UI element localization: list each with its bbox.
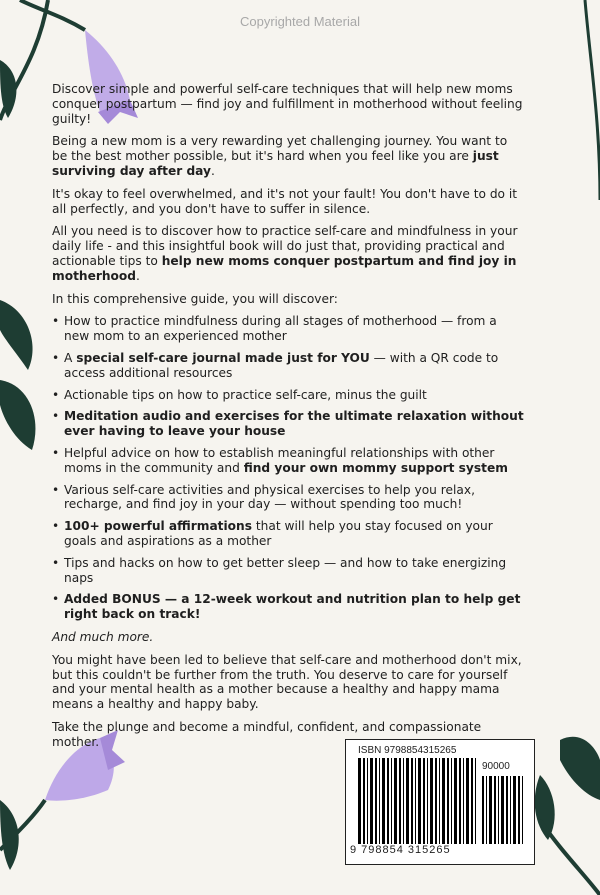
isbn-label: ISBN 9798854315265 <box>358 745 457 756</box>
barcode-bar <box>427 758 428 844</box>
stem-top-right <box>585 0 600 200</box>
barcode-bar <box>463 758 464 844</box>
stem-bottom-right <box>540 820 600 895</box>
barcode-bar <box>494 776 496 844</box>
barcode-bar <box>486 776 487 844</box>
list-item: • Meditation audio and exercises for the ultimate relaxation without ever having to leave your house <box>52 409 524 439</box>
barcode-bar <box>442 758 445 844</box>
list-item: • Added BONUS — a 12-week workout and nutrition plan to help get right back on track! <box>52 592 524 622</box>
price-code: 90000 <box>482 761 510 772</box>
isbn-barcode <box>345 739 535 865</box>
barcode-bar <box>415 758 416 844</box>
barcode-bar <box>501 776 504 844</box>
much-more: And much more. <box>52 629 154 644</box>
barcode-bars <box>358 758 478 844</box>
list-item: • A special self-care journal made just for YOU — with a QR code to access additional resources <box>52 351 524 381</box>
leaf-bottom-left <box>0 800 19 870</box>
barcode-bar <box>391 758 392 844</box>
back-cover-text <box>52 82 524 757</box>
barcode-bar <box>375 758 377 844</box>
benefit-list <box>52 314 524 622</box>
barcode-bar <box>475 758 476 844</box>
watermark: Copyrighted Material <box>240 14 360 29</box>
barcode-bar <box>454 758 457 844</box>
barcode-bar <box>382 758 385 844</box>
barcode-bar <box>518 776 520 844</box>
list-item: • Actionable tips on how to practice self-care, minus the guilt <box>52 388 524 403</box>
barcode-bar <box>489 776 492 844</box>
paragraph-3: All you need is to discover how to practice self-care and mindfulness in your daily life - and this insightful book will do just that, providing practical and actionable tips to help new moms conquer postpartum and find joy in motherhood. <box>52 224 518 283</box>
barcode-bar <box>451 758 452 844</box>
list-item: • 100+ powerful affirmations that will help you stay focused on your goals and aspirations as a mother <box>52 519 524 549</box>
barcode-bar <box>430 758 433 844</box>
barcode-bar <box>358 758 361 844</box>
paragraph-4: You might have been led to believe that self-care and motherhood don't mix, but this couldn't be further from the truth. You deserve to care for yourself and your mental health as a mother because a healthy and happy mama means a healthy and happy baby. <box>52 652 522 712</box>
barcode-bar <box>423 758 425 844</box>
barcode-bar <box>459 758 461 844</box>
barcode-bar <box>403 758 404 844</box>
barcode-bar <box>363 758 365 844</box>
addon-barcode-bars <box>482 776 526 844</box>
list-item: • Various self-care activities and physical exercises to help you relax, recharge, and find joy in your day — without spending too much! <box>52 483 524 513</box>
barcode-bar <box>399 758 401 844</box>
isbn-digits: 9 798854 315265 <box>350 844 451 856</box>
paragraph-1: Being a new mom is a very rewarding yet challenging journey. You want to be the best mother possible, but it's hard when you feel like you are just surviving day after day. <box>52 134 508 178</box>
barcode-bar <box>471 758 473 844</box>
barcode-bar <box>466 758 469 844</box>
barcode-bar <box>482 776 484 844</box>
barcode-bar <box>394 758 397 844</box>
barcode-bar <box>435 758 437 844</box>
barcode-bar <box>411 758 413 844</box>
barcode-bar <box>406 758 409 844</box>
list-item: • How to practice mindfulness during all stages of motherhood — from a new mom to an experienced mother <box>52 314 524 344</box>
guide-intro: In this comprehensive guide, you will discover: <box>52 291 338 306</box>
barcode-bar <box>367 758 368 844</box>
barcode-bar <box>498 776 499 844</box>
barcode-bar <box>418 758 421 844</box>
leaf-bottom-right-2 <box>535 775 555 840</box>
barcode-bar <box>447 758 449 844</box>
barcode-bar <box>522 776 523 844</box>
barcode-bar <box>387 758 389 844</box>
leaf-mid-left-1 <box>0 300 33 370</box>
barcode-bar <box>439 758 440 844</box>
leaf-bottom-right-1 <box>560 737 600 800</box>
barcode-bar <box>370 758 373 844</box>
intro-paragraph: Discover simple and powerful self-care techniques that will help new moms conquer postpartum — find joy and fulfillment in motherhood without feeling guilty! <box>52 82 523 126</box>
barcode-bar <box>513 776 516 844</box>
barcode-bar <box>379 758 380 844</box>
barcode-bar <box>510 776 511 844</box>
leaf-mid-left-2 <box>0 380 35 450</box>
list-item: • Helpful advice on how to establish meaningful relationships with other moms in the community and find your own mommy support system <box>52 446 524 476</box>
paragraph-5: Take the plunge and become a mindful, confident, and compassionate mother. <box>52 719 482 749</box>
list-item: • Tips and hacks on how to get better sleep — and how to take energizing naps <box>52 556 524 586</box>
paragraph-2: It's okay to feel overwhelmed, and it's not your fault! You don't have to do it all perfectly, and you don't have to suffer in silence. <box>52 186 518 216</box>
barcode-bar <box>506 776 508 844</box>
